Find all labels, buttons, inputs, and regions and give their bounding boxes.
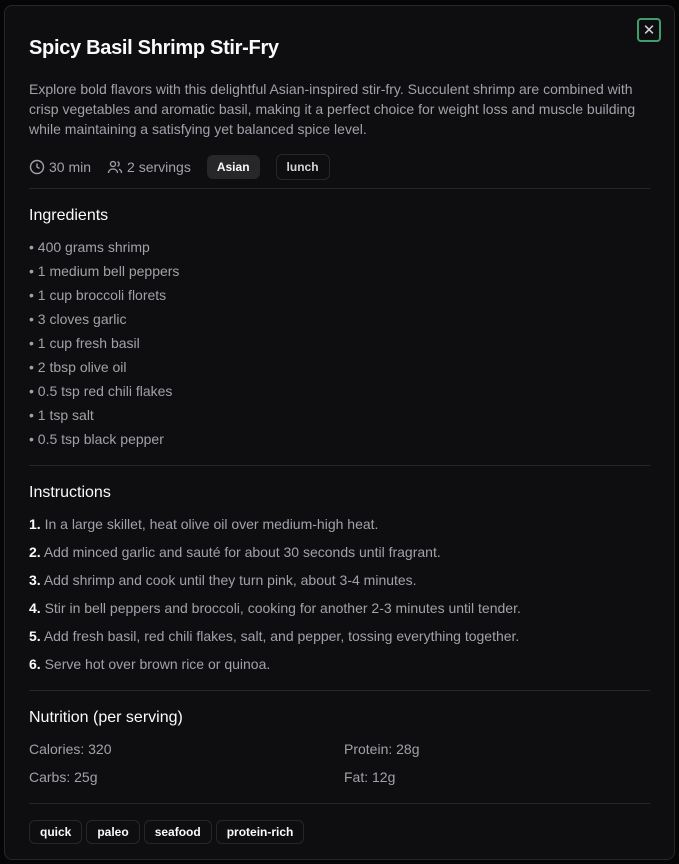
servings: 2 servings [127,159,191,175]
ingredient-item: • 1 cup fresh basil [29,335,140,351]
recipe-title: Spicy Basil Shrimp Stir-Fry [29,37,279,59]
carbs: Carbs: 25g [29,769,98,785]
tag: paleo [86,820,139,844]
ingredient-item: • 0.5 tsp black pepper [29,431,164,447]
tag: seafood [144,820,212,844]
instruction-step: 4. Stir in bell peppers and broccoli, cooking for another 2-3 minutes until tender. [29,600,521,616]
protein: Protein: 28g [344,741,420,757]
close-button[interactable] [637,18,661,42]
instruction-step: 5. Add fresh basil, red chili flakes, salt, and pepper, tossing everything together. [29,628,520,644]
meal-badge: lunch [276,154,330,180]
instruction-step: 1. In a large skillet, heat olive oil over medium-high heat. [29,516,379,532]
ingredient-item: • 1 cup broccoli florets [29,287,167,303]
ingredients-heading: Ingredients [29,207,109,224]
divider [29,188,650,189]
cuisine-badge: Asian [207,155,260,179]
recipe-modal [4,5,675,860]
divider [29,465,650,466]
divider [29,690,650,691]
nutrition-heading: Nutrition (per serving) [29,709,183,726]
ingredient-item: • 1 medium bell peppers [29,263,180,279]
ingredients-list [29,235,179,451]
instruction-step: 3. Add shrimp and cook until they turn pink, about 3-4 minutes. [29,572,417,588]
tag: quick [29,820,82,844]
ingredient-item: • 2 tbsp olive oil [29,359,127,375]
instructions-heading: Instructions [29,484,111,501]
recipe-meta [29,154,346,180]
tag-list [29,820,304,844]
nutrition-grid [29,739,649,787]
ingredient-item: • 3 cloves garlic [29,311,127,327]
cook-time: 30 min [49,159,92,175]
calories: Calories: 320 [29,741,112,757]
clock-icon [29,159,45,175]
close-icon: ✕ [642,21,656,39]
instructions-list [29,510,521,678]
fat: Fat: 12g [344,769,396,785]
ingredient-item: • 1 tsp salt [29,407,94,423]
divider [29,803,650,804]
ingredient-item: • 400 grams shrimp [29,239,150,255]
recipe-description: Explore bold flavors with this delightful Asian-inspired stir-fry. Succulent shrimp are combined with crisp vegetables and aromatic basil, making it a perfect choice for weight loss and muscle building while maintaining a satisfying yet balanced spice level. [29,81,636,137]
tag: protein-rich [216,820,305,844]
instruction-step: 6. Serve hot over brown rice or quinoa. [29,656,271,672]
users-icon [107,159,123,175]
ingredient-item: • 0.5 tsp red chili flakes [29,383,173,399]
instruction-step: 2. Add minced garlic and sauté for about 30 seconds until fragrant. [29,544,441,560]
